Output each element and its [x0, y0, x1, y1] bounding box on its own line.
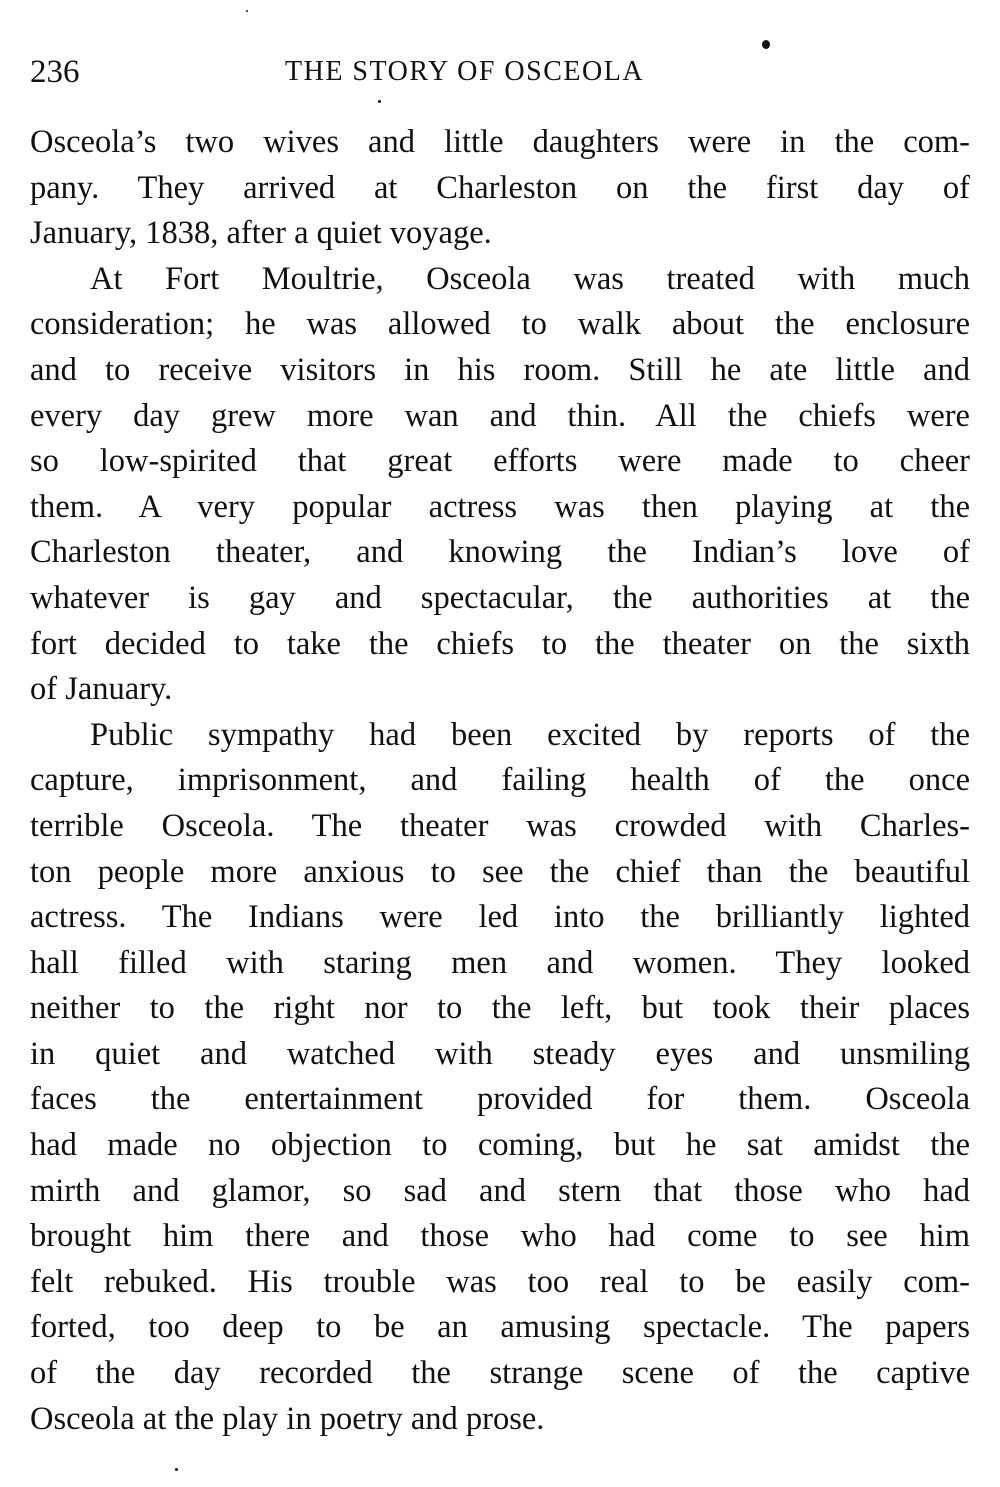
- ink-speck: [762, 40, 770, 49]
- ink-speck: [378, 100, 381, 103]
- text-line: every day grew more wan and thin. All the chiefs were: [30, 397, 970, 434]
- text-line: Osceola’s two wives and little daughters were in the com-: [30, 124, 970, 160]
- text-line: terrible Osceola. The theater was crowded with Charles-: [30, 807, 970, 844]
- text-line: brought him there and those who had come to see him: [30, 1218, 970, 1255]
- page-header: [30, 50, 970, 94]
- text-line: pany. They arrived at Charleston on the first day of: [30, 169, 970, 206]
- text-line: Osceola at the play in poetry and prose.: [30, 1400, 545, 1437]
- text-line: hall filled with staring men and women. They looked: [30, 944, 970, 981]
- text-line: had made no objection to coming, but he sat amidst the: [30, 1127, 970, 1164]
- text-line: neither to the right nor to the left, but took their places: [30, 990, 970, 1027]
- text-line: of the day recorded the strange scene of the captive: [30, 1355, 970, 1392]
- text-line: and to receive visitors in his room. Still he ate little and: [30, 351, 970, 388]
- paragraph-2: [30, 257, 970, 713]
- text-line: in quiet and watched with steady eyes and unsmiling: [30, 1035, 970, 1072]
- text-line: January, 1838, after a quiet voyage.: [30, 215, 492, 252]
- text-line: felt rebuked. His trouble was too real to be easily com-: [30, 1263, 970, 1300]
- ink-speck: [246, 10, 248, 12]
- text-line: actress. The Indians were led into the brilliantly lighted: [30, 899, 970, 936]
- text-line: fort decided to take the chiefs to the theater on the sixth: [30, 625, 970, 662]
- body-text: [30, 120, 970, 1442]
- text-line: consideration; he was allowed to walk about the enclosure: [30, 306, 970, 343]
- text-line: At Fort Moultrie, Osceola was treated with much: [90, 260, 970, 297]
- text-line: faces the entertainment provided for them. Osceola: [30, 1081, 970, 1118]
- running-head: THE STORY OF OSCEOLA: [285, 56, 645, 87]
- paragraph-1: [30, 120, 970, 257]
- ink-speck: [175, 1468, 178, 1471]
- paragraph-3: [30, 713, 970, 1443]
- text-line: so low-spirited that great efforts were made to cheer: [30, 443, 970, 480]
- text-line: forted, too deep to be an amusing spectacle. The papers: [30, 1309, 970, 1346]
- text-line: them. A very popular actress was then playing at the: [30, 488, 970, 525]
- page-number: 236: [30, 54, 80, 90]
- text-line: Charleston theater, and knowing the Indian’s love of: [30, 534, 970, 571]
- text-line: of January.: [30, 671, 173, 708]
- text-line: ton people more anxious to see the chief than the beautiful: [30, 853, 970, 890]
- text-line: whatever is gay and spectacular, the authorities at the: [30, 579, 970, 616]
- text-line: mirth and glamor, so sad and stern that those who had: [30, 1172, 970, 1209]
- text-line: Public sympathy had been excited by reports of the: [90, 716, 970, 753]
- text-line: capture, imprisonment, and failing health of the once: [30, 762, 970, 799]
